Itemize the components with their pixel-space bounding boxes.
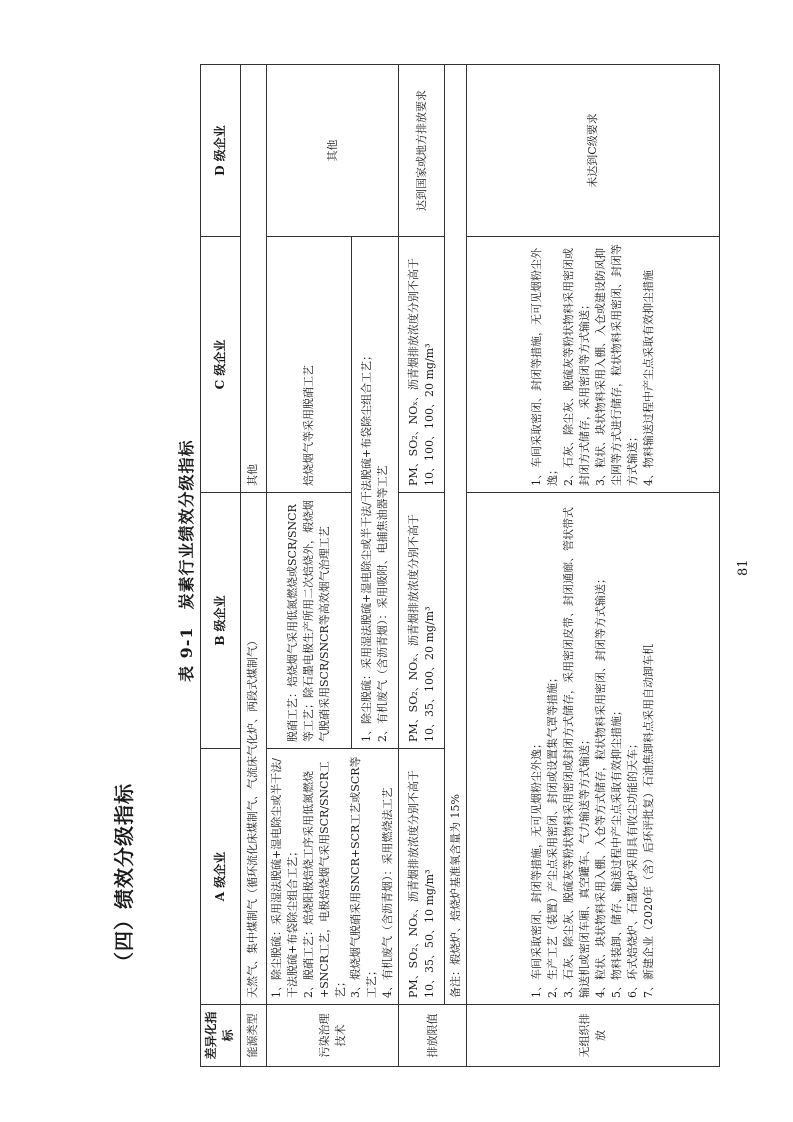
fugitive-ab-item: 5、物料装卸、储存、输送过程中产尘点采取有效抑尘措施；	[610, 705, 624, 998]
row-pollution-top	[266, 65, 351, 1067]
emission-b: PM、SO₂、NOₓ、沥青烟排放浓度分别不高于 10、35、100、20 mg/m³	[399, 493, 445, 749]
fugitive-ab-item: 4、粒状、块状物料采用入棚、入仓等方式储存，粒状物料采用密闭、封闭等方式输送；	[594, 573, 608, 998]
header-d: D 级企业	[201, 65, 241, 237]
fugitive-c-item: 1、车间采取密闭、封闭等措施，无可见烟粉尘外逸；	[530, 248, 560, 486]
pollution-d: 其他	[266, 65, 399, 237]
pollution-b-top: 脱硝工艺：焙烧烟气采用低氮燃烧或SCR/SNCR等工艺；除石墨电极生产所用二次焙烧外，煅烧烟气脱硝采用SCR/SNCR等高效烟气治理工艺	[266, 493, 351, 749]
row-emission-note	[445, 65, 467, 1067]
header-c: C 级企业	[201, 237, 241, 493]
emission-label: 排放限值	[399, 1005, 467, 1067]
pollution-a-item: 4、有机废气（含沥青烟）：采用燃烧法工艺	[381, 787, 395, 998]
pollution-c-top: 焙烧烟气等采用脱硝工艺	[266, 237, 351, 493]
page-number: 81	[736, 559, 751, 576]
row-fugitive	[467, 65, 720, 1067]
energy-cd: 其他	[240, 65, 266, 493]
fugitive-ab-item: 7、新建企业（2020年（含）后环评批复）石油焦卸料点采用自动卸车机	[641, 644, 655, 998]
header-a: A 级企业	[201, 749, 241, 1005]
fugitive-d: 未达到C级要求	[467, 65, 720, 237]
energy-ab: 天然气、集中煤制气（循环流化床煤制气、气流床气化炉、两段式煤制气）	[240, 493, 266, 1005]
pollution-a	[266, 749, 399, 1005]
header-row	[201, 65, 241, 1067]
section-heading: （四）绩效分级指标	[112, 783, 136, 972]
row-energy	[240, 65, 266, 1067]
pollution-a-item: 2、脱硝工艺：焙烧阳极焙烧工序采用低氮燃烧+SNCR工艺，电极焙烧烟气采用SCR/SNCR工艺；	[301, 761, 347, 998]
emission-d: 达到国家或地方排放要求	[399, 65, 445, 237]
fugitive-label: 无组织排放	[467, 1005, 720, 1067]
fugitive-c-item: 3、粒状、块状物料采用入棚、入仓或建设防风抑尘网等方式进行储存，粒状物料采用密闭、封闭等方式输送；	[594, 244, 640, 486]
fugitive-ab-item: 3、石灰、除尘灰、脱硫灰等粉状物料采用密闭或封闭方式储存，采用密闭皮带、封闭通廊、管状带式输送机或密闭车厢、真空罐车、气力输送等方式输送；	[562, 507, 592, 998]
header-b: B 级企业	[201, 493, 241, 749]
energy-label: 能源类型	[240, 1005, 266, 1067]
emission-note: 备注：煅烧炉、焙烧炉基准氧含量为 15%	[445, 65, 467, 1005]
performance-grading-table	[200, 64, 720, 1067]
pollution-bc-item: 1、除尘脱硫：采用湿法脱硫+湿电除尘或半干法/干法脱硫+布袋除尘组合工艺；	[360, 349, 374, 742]
fugitive-c	[467, 237, 720, 493]
pollution-bc-item: 2、有机废气（含沥青烟）：采用吸附、电捕焦油器等工艺	[376, 465, 390, 742]
pollution-label: 污染治理技术	[266, 1005, 399, 1067]
table-caption: 表 9-1 炭素行业绩效分级指标	[177, 439, 196, 682]
row-emission	[399, 65, 445, 1067]
fugitive-ab-item: 2、生产工艺（装置）产尘点采用密闭、封闭或设置集气罩等措施；	[546, 672, 560, 998]
pollution-a-item: 3、煅烧烟气脱硝采用SNCR+SCR工艺或SCR等工艺；	[349, 756, 379, 998]
fugitive-ab-item: 1、车间采取密闭、封闭等措施，无可见烟粉尘外逸；	[530, 738, 544, 998]
fugitive-ab	[467, 493, 720, 1005]
fugitive-c-item: 2、石灰、除尘灰、脱硫灰等粉状物料采用密闭或封闭方式储存，采用密闭等方式输送；	[562, 248, 592, 486]
emission-a: PM、SO₂、NOₓ、沥青烟排放浓度分别不高于 10、35、50、10 mg/m³	[399, 749, 445, 1005]
emission-c: PM、SO₂、NOₓ、沥青烟排放浓度分别不高于 10、100、100、20 mg/m³	[399, 237, 445, 493]
header-indicator: 差异化指标	[201, 1005, 241, 1067]
pollution-a-item: 1、除尘脱硫：采用湿法脱硫+湿电除尘或半干法/干法脱硫+布袋除尘组合工艺；	[269, 758, 299, 998]
pollution-bc-bottom	[352, 237, 399, 749]
fugitive-c-item: 4、物料输送过程中产尘点采取有效抑尘措施	[641, 270, 655, 486]
fugitive-ab-item: 6、环式焙烧炉、石墨化炉采用具有收尘功能的天车；	[626, 738, 640, 998]
